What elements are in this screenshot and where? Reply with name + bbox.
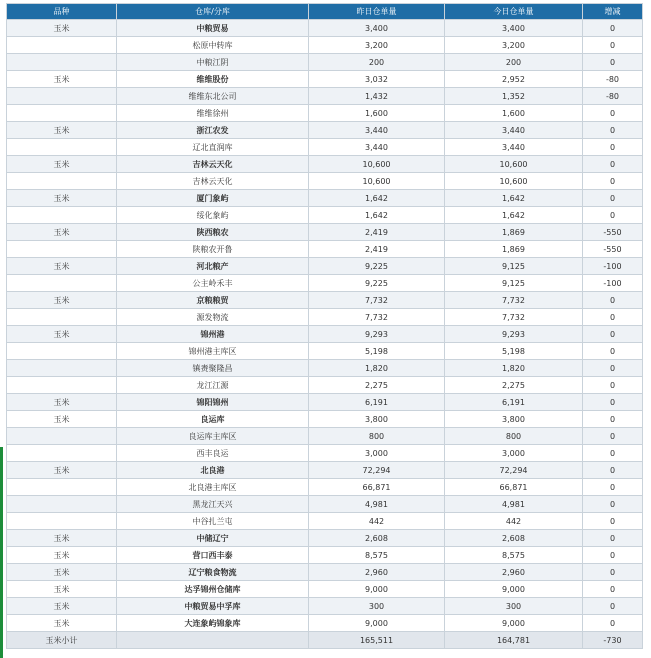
cell-warehouse: 吉林云天化	[117, 156, 309, 173]
header-yesterday[interactable]: 昨日仓单量	[309, 4, 445, 20]
table-row	[7, 122, 643, 139]
cell-variety	[7, 54, 117, 71]
cell-warehouse: 维维东北公司	[117, 88, 309, 105]
cell-change: -80	[583, 71, 643, 88]
cell-yesterday: 3,800	[309, 411, 445, 428]
table-row	[7, 156, 643, 173]
cell-yesterday: 1,820	[309, 360, 445, 377]
warehouse-receipt-table	[6, 3, 643, 649]
cell-change: 0	[583, 581, 643, 598]
cell-warehouse: 营口西丰泰	[117, 547, 309, 564]
cell-change: 0	[583, 343, 643, 360]
cell-change: 0	[583, 309, 643, 326]
cell-change: 0	[583, 139, 643, 156]
table-row	[7, 275, 643, 292]
table-row	[7, 207, 643, 224]
cell-variety	[7, 343, 117, 360]
cell-variety	[7, 377, 117, 394]
cell-warehouse: 维维徐州	[117, 105, 309, 122]
cell-variety	[7, 139, 117, 156]
cell-today: 800	[445, 428, 583, 445]
cell-change: 0	[583, 411, 643, 428]
cell-variety: 玉米	[7, 190, 117, 207]
cell-warehouse: 绥化象屿	[117, 207, 309, 224]
cell-today: 7,732	[445, 292, 583, 309]
cell-change: 0	[583, 445, 643, 462]
cell-change: 0	[583, 37, 643, 54]
cell-warehouse: 源发物流	[117, 309, 309, 326]
cell-today: 5,198	[445, 343, 583, 360]
cell-warehouse: 良运库	[117, 411, 309, 428]
table-row	[7, 547, 643, 564]
cell-today: 72,294	[445, 462, 583, 479]
table-row	[7, 292, 643, 309]
cell-change: 0	[583, 530, 643, 547]
cell-warehouse: 中储辽宁	[117, 530, 309, 547]
table-row	[7, 190, 643, 207]
subtotal-row	[7, 632, 643, 649]
cell-change: 0	[583, 207, 643, 224]
cell-warehouse: 龙江江源	[117, 377, 309, 394]
cell-warehouse: 北良港主库区	[117, 479, 309, 496]
cell-warehouse: 黑龙江天兴	[117, 496, 309, 513]
cell-warehouse: 西丰良运	[117, 445, 309, 462]
cell-yesterday: 800	[309, 428, 445, 445]
subtotal-label: 玉米小计	[7, 632, 117, 649]
cell-yesterday: 1,642	[309, 207, 445, 224]
cell-variety	[7, 479, 117, 496]
cell-change: -100	[583, 258, 643, 275]
table-header-row	[7, 4, 643, 20]
cell-warehouse: 锦州港主库区	[117, 343, 309, 360]
cell-warehouse: 浙江农发	[117, 122, 309, 139]
cell-warehouse: 陕西粮农	[117, 224, 309, 241]
cell-yesterday: 7,732	[309, 292, 445, 309]
header-today[interactable]: 今日仓单量	[445, 4, 583, 20]
cell-today: 1,642	[445, 207, 583, 224]
cell-change: 0	[583, 513, 643, 530]
cell-change: 0	[583, 547, 643, 564]
cell-today: 9,125	[445, 258, 583, 275]
cell-today: 2,608	[445, 530, 583, 547]
cell-yesterday: 7,732	[309, 309, 445, 326]
table-row	[7, 54, 643, 71]
subtotal-yesterday: 165,511	[309, 632, 445, 649]
table-row	[7, 88, 643, 105]
cell-change: 0	[583, 122, 643, 139]
cell-today: 1,352	[445, 88, 583, 105]
cell-warehouse: 京粮粮贸	[117, 292, 309, 309]
cell-warehouse: 达孚锦州仓储库	[117, 581, 309, 598]
cell-variety: 玉米	[7, 547, 117, 564]
cell-warehouse: 镇赉聚隆昌	[117, 360, 309, 377]
cell-warehouse: 中粮贸易中孚库	[117, 598, 309, 615]
table-row	[7, 224, 643, 241]
cell-today: 10,600	[445, 173, 583, 190]
cell-yesterday: 10,600	[309, 156, 445, 173]
table-row	[7, 394, 643, 411]
table-row	[7, 241, 643, 258]
cell-warehouse: 厦门象屿	[117, 190, 309, 207]
cell-yesterday: 2,275	[309, 377, 445, 394]
cell-yesterday: 300	[309, 598, 445, 615]
cell-today: 66,871	[445, 479, 583, 496]
cell-variety	[7, 360, 117, 377]
side-accent-bar	[0, 447, 3, 658]
cell-warehouse: 锦阳锦州	[117, 394, 309, 411]
cell-warehouse: 河北粮产	[117, 258, 309, 275]
cell-today: 1,869	[445, 241, 583, 258]
cell-today: 8,575	[445, 547, 583, 564]
cell-variety	[7, 428, 117, 445]
cell-today: 3,400	[445, 20, 583, 37]
cell-variety: 玉米	[7, 258, 117, 275]
cell-variety: 玉米	[7, 598, 117, 615]
cell-variety: 玉米	[7, 20, 117, 37]
cell-variety	[7, 496, 117, 513]
cell-yesterday: 1,432	[309, 88, 445, 105]
cell-yesterday: 3,440	[309, 122, 445, 139]
cell-yesterday: 9,000	[309, 615, 445, 632]
cell-variety	[7, 105, 117, 122]
cell-yesterday: 1,642	[309, 190, 445, 207]
cell-variety: 玉米	[7, 411, 117, 428]
cell-yesterday: 3,032	[309, 71, 445, 88]
cell-today: 9,000	[445, 615, 583, 632]
cell-yesterday: 200	[309, 54, 445, 71]
cell-change: 0	[583, 190, 643, 207]
cell-warehouse: 大连象屿锦象库	[117, 615, 309, 632]
cell-variety: 玉米	[7, 462, 117, 479]
cell-change: 0	[583, 462, 643, 479]
table-row	[7, 343, 643, 360]
cell-change: 0	[583, 496, 643, 513]
cell-warehouse: 辽北直润库	[117, 139, 309, 156]
cell-warehouse: 陕粮农开鲁	[117, 241, 309, 258]
table-row	[7, 105, 643, 122]
cell-change: 0	[583, 54, 643, 71]
cell-today: 10,600	[445, 156, 583, 173]
table-row	[7, 496, 643, 513]
cell-change: 0	[583, 428, 643, 445]
cell-today: 2,952	[445, 71, 583, 88]
table-row	[7, 326, 643, 343]
cell-variety	[7, 37, 117, 54]
cell-yesterday: 2,960	[309, 564, 445, 581]
table-row	[7, 564, 643, 581]
cell-change: 0	[583, 479, 643, 496]
cell-yesterday: 3,200	[309, 37, 445, 54]
cell-yesterday: 442	[309, 513, 445, 530]
table-row	[7, 309, 643, 326]
table-row	[7, 20, 643, 37]
table-row	[7, 360, 643, 377]
cell-variety: 玉米	[7, 530, 117, 547]
cell-change: 0	[583, 377, 643, 394]
cell-yesterday: 3,000	[309, 445, 445, 462]
cell-yesterday: 9,293	[309, 326, 445, 343]
cell-variety	[7, 173, 117, 190]
cell-change: 0	[583, 156, 643, 173]
cell-warehouse: 中粮贸易	[117, 20, 309, 37]
cell-change: -100	[583, 275, 643, 292]
header-warehouse[interactable]: 仓库/分库	[117, 4, 309, 20]
cell-warehouse: 中粮江阴	[117, 54, 309, 71]
cell-warehouse: 维维股份	[117, 71, 309, 88]
table-row	[7, 37, 643, 54]
cell-change: 0	[583, 615, 643, 632]
cell-change: 0	[583, 292, 643, 309]
cell-change: 0	[583, 326, 643, 343]
cell-warehouse: 中谷扎兰屯	[117, 513, 309, 530]
cell-variety: 玉米	[7, 326, 117, 343]
cell-yesterday: 2,419	[309, 241, 445, 258]
table-row	[7, 462, 643, 479]
cell-today: 3,000	[445, 445, 583, 462]
cell-today: 442	[445, 513, 583, 530]
cell-today: 1,642	[445, 190, 583, 207]
cell-today: 3,800	[445, 411, 583, 428]
cell-variety: 玉米	[7, 224, 117, 241]
cell-today: 2,960	[445, 564, 583, 581]
cell-change: 0	[583, 20, 643, 37]
table-row	[7, 258, 643, 275]
table-row	[7, 598, 643, 615]
table-body	[7, 20, 643, 649]
cell-variety: 玉米	[7, 292, 117, 309]
table-row	[7, 428, 643, 445]
cell-change: 0	[583, 598, 643, 615]
cell-variety	[7, 241, 117, 258]
cell-warehouse: 良运库主库区	[117, 428, 309, 445]
warehouse-receipt-table-container	[6, 3, 642, 649]
cell-variety	[7, 275, 117, 292]
cell-change: 0	[583, 360, 643, 377]
cell-variety	[7, 445, 117, 462]
cell-variety: 玉米	[7, 122, 117, 139]
cell-change: 0	[583, 105, 643, 122]
cell-warehouse: 锦州港	[117, 326, 309, 343]
cell-variety: 玉米	[7, 564, 117, 581]
table-row	[7, 411, 643, 428]
cell-yesterday: 2,608	[309, 530, 445, 547]
table-row	[7, 445, 643, 462]
cell-variety	[7, 513, 117, 530]
cell-today: 200	[445, 54, 583, 71]
table-row	[7, 71, 643, 88]
cell-variety: 玉米	[7, 71, 117, 88]
table-row	[7, 615, 643, 632]
table-row	[7, 377, 643, 394]
cell-today: 1,600	[445, 105, 583, 122]
cell-warehouse: 吉林云天化	[117, 173, 309, 190]
cell-change: -550	[583, 224, 643, 241]
table-row	[7, 513, 643, 530]
cell-change: -80	[583, 88, 643, 105]
cell-variety: 玉米	[7, 394, 117, 411]
cell-today: 3,200	[445, 37, 583, 54]
cell-change: 0	[583, 564, 643, 581]
cell-today: 7,732	[445, 309, 583, 326]
subtotal-today: 164,781	[445, 632, 583, 649]
subtotal-warehouse	[117, 632, 309, 649]
cell-yesterday: 6,191	[309, 394, 445, 411]
cell-yesterday: 66,871	[309, 479, 445, 496]
cell-yesterday: 5,198	[309, 343, 445, 360]
table-row	[7, 139, 643, 156]
cell-today: 3,440	[445, 139, 583, 156]
cell-today: 2,275	[445, 377, 583, 394]
cell-yesterday: 10,600	[309, 173, 445, 190]
cell-yesterday: 9,000	[309, 581, 445, 598]
table-row	[7, 530, 643, 547]
cell-variety: 玉米	[7, 581, 117, 598]
cell-warehouse: 北良港	[117, 462, 309, 479]
cell-variety	[7, 309, 117, 326]
cell-yesterday: 4,981	[309, 496, 445, 513]
cell-change: 0	[583, 173, 643, 190]
cell-yesterday: 2,419	[309, 224, 445, 241]
cell-yesterday: 3,440	[309, 139, 445, 156]
cell-variety: 玉米	[7, 615, 117, 632]
table-row	[7, 581, 643, 598]
cell-today: 9,125	[445, 275, 583, 292]
cell-yesterday: 1,600	[309, 105, 445, 122]
cell-yesterday: 9,225	[309, 258, 445, 275]
cell-warehouse: 辽宁粮食物流	[117, 564, 309, 581]
cell-yesterday: 8,575	[309, 547, 445, 564]
table-row	[7, 173, 643, 190]
cell-yesterday: 9,225	[309, 275, 445, 292]
table-row	[7, 479, 643, 496]
cell-today: 3,440	[445, 122, 583, 139]
cell-warehouse: 松原中转库	[117, 37, 309, 54]
header-variety[interactable]: 品种	[7, 4, 117, 20]
cell-warehouse: 公主岭禾丰	[117, 275, 309, 292]
cell-variety	[7, 88, 117, 105]
cell-variety: 玉米	[7, 156, 117, 173]
cell-change: 0	[583, 394, 643, 411]
cell-today: 1,820	[445, 360, 583, 377]
cell-today: 4,981	[445, 496, 583, 513]
cell-yesterday: 3,400	[309, 20, 445, 37]
cell-today: 9,293	[445, 326, 583, 343]
header-change[interactable]: 增减	[583, 4, 643, 20]
subtotal-change: -730	[583, 632, 643, 649]
cell-change: -550	[583, 241, 643, 258]
cell-today: 9,000	[445, 581, 583, 598]
cell-today: 1,869	[445, 224, 583, 241]
cell-yesterday: 72,294	[309, 462, 445, 479]
cell-today: 300	[445, 598, 583, 615]
cell-today: 6,191	[445, 394, 583, 411]
cell-variety	[7, 207, 117, 224]
